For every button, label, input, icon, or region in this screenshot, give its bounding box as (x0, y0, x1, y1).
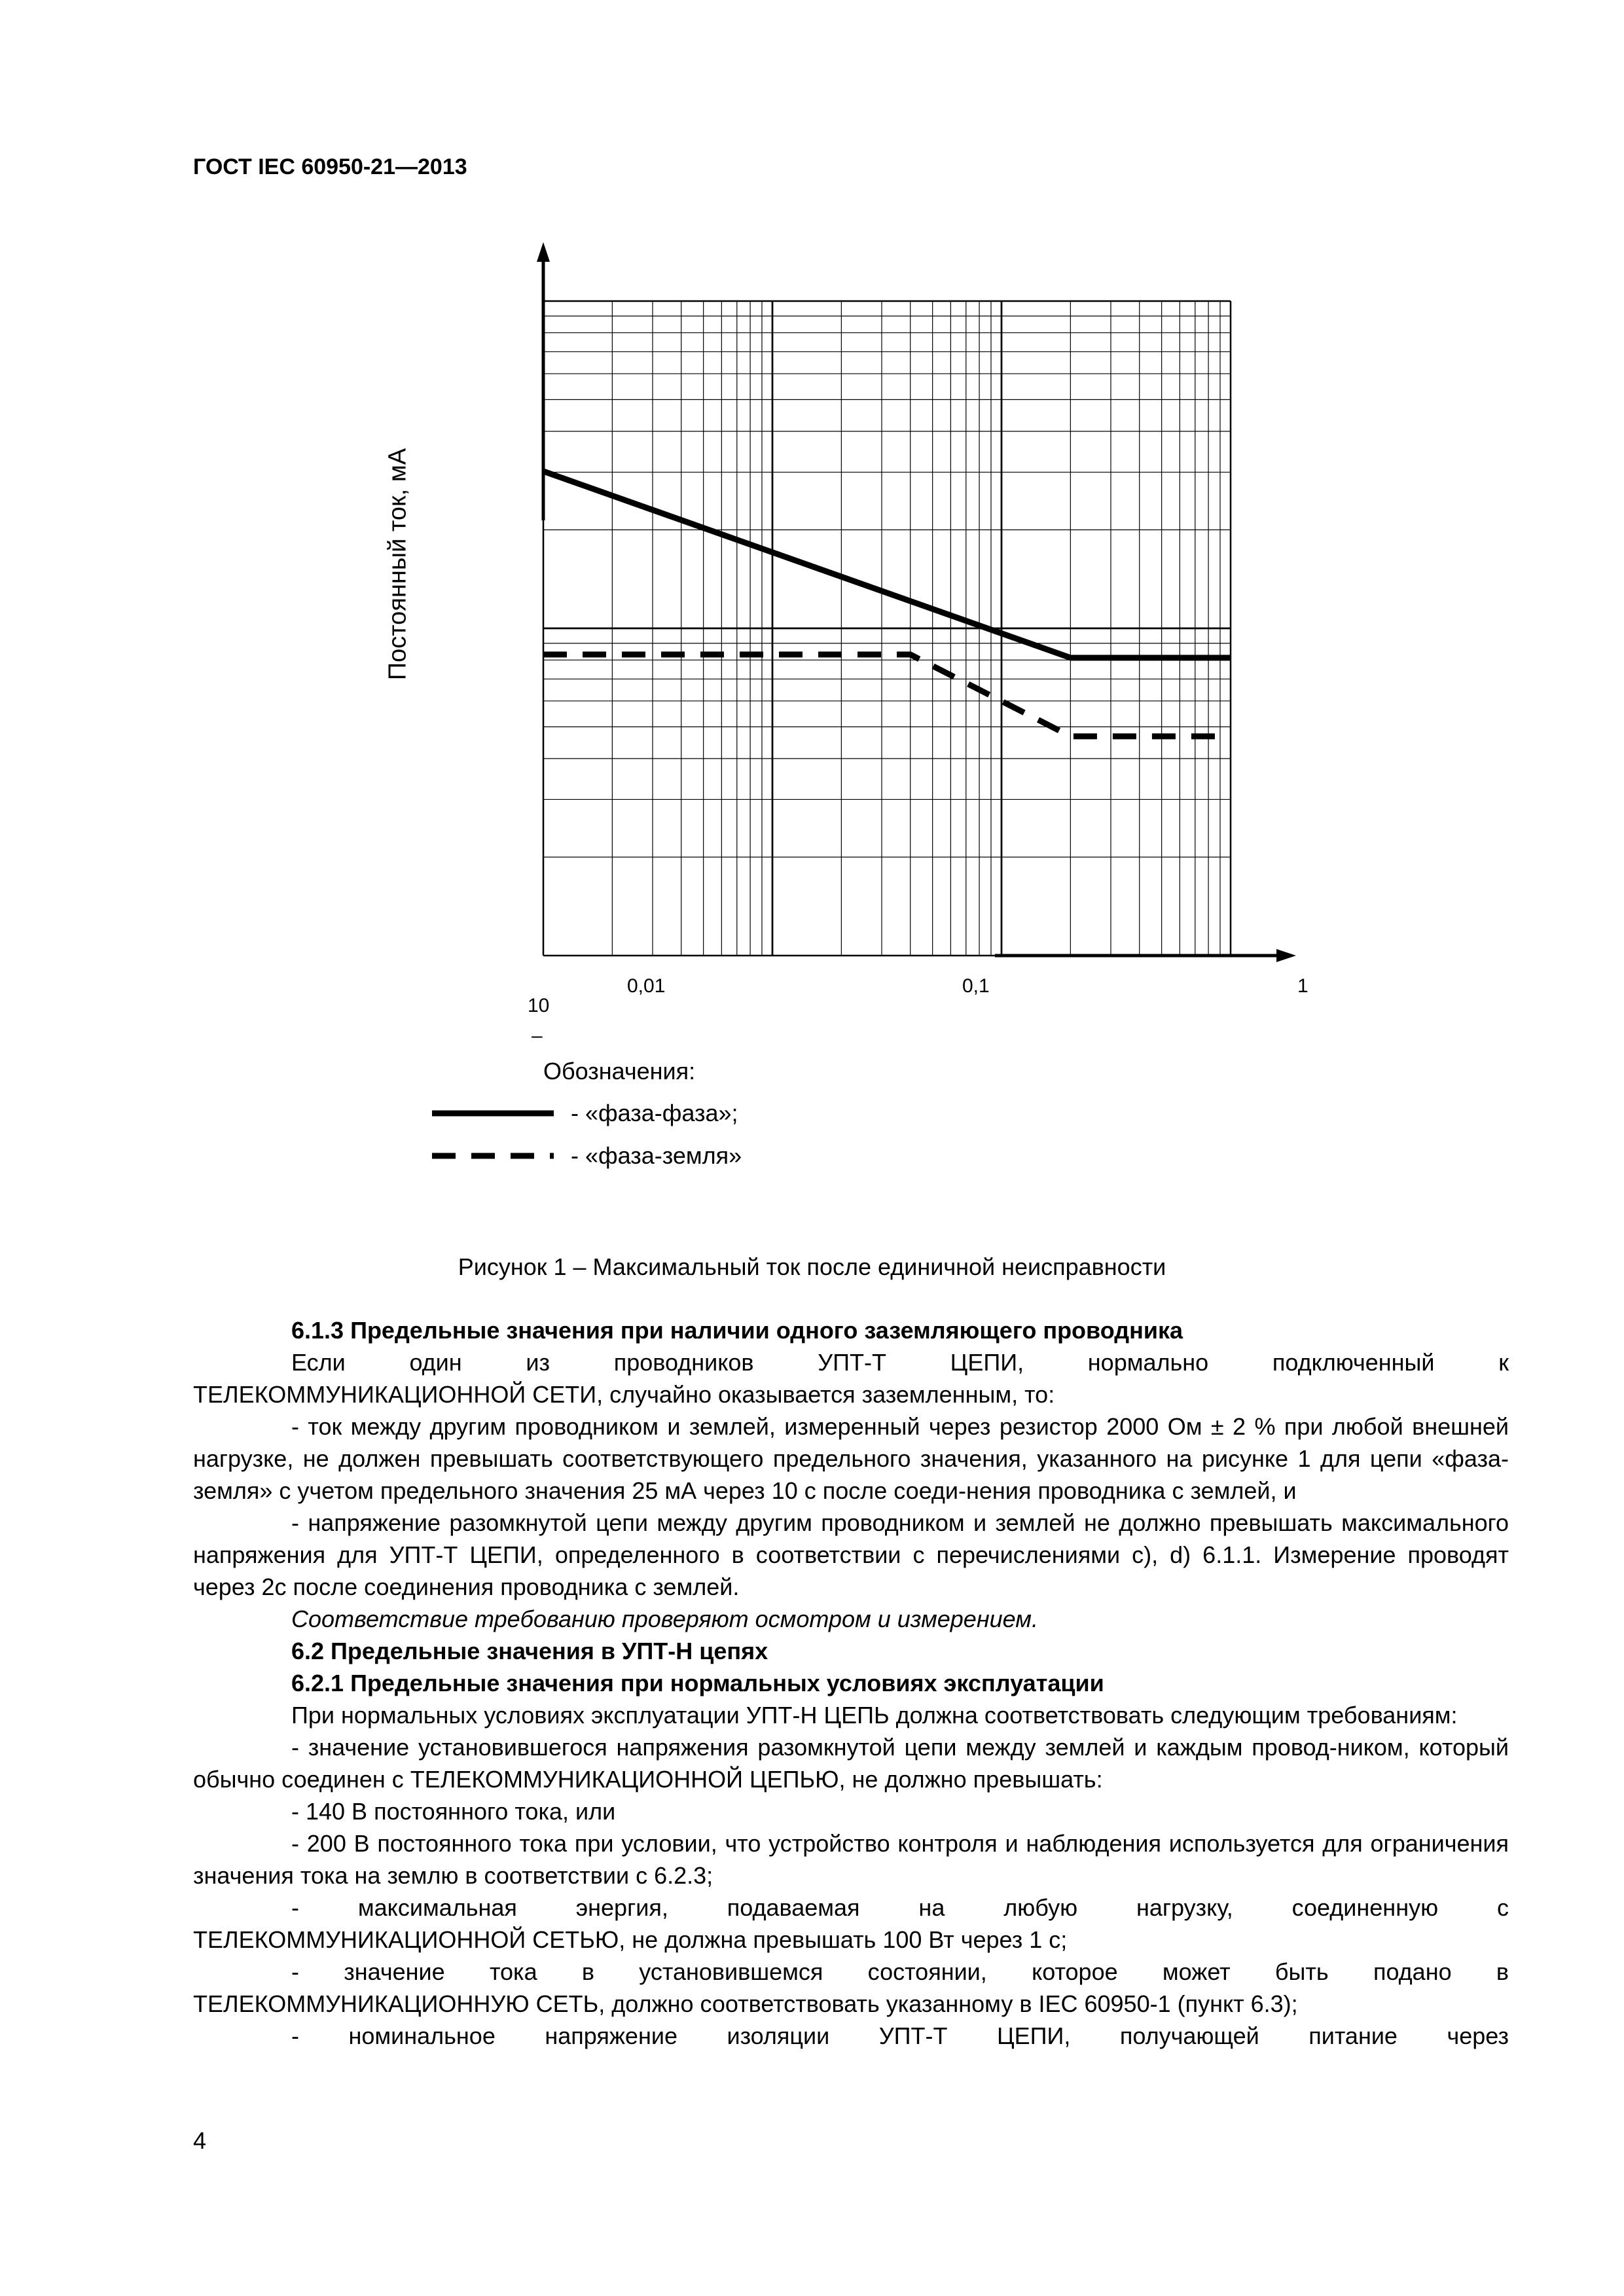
list-item: - 200 В постоянного тока при условии, что устройство контроля и наблюдения используется для ограничения значения тока на землю в соответствии с 6.2.3; (193, 1830, 1509, 1889)
x-axis-arrow (1276, 949, 1296, 962)
x-tick-10: 10 (528, 995, 550, 1016)
paragraph: При нормальных условиях эксплуатации УПТ-Н ЦЕПЬ должна соответствовать следующим требованиям: (291, 1702, 1458, 1729)
page-number: 4 (193, 2127, 207, 2154)
document-header: ГОСТ IEC 60950-21—2013 (193, 154, 467, 179)
legend-label: - «фаза-фаза»; (571, 1100, 738, 1126)
chart-axes (537, 242, 1296, 962)
y-axis-label: Постоянный ток, мА (384, 448, 412, 681)
legend-item-phase-earth (432, 1142, 742, 1170)
body-text (193, 1314, 1509, 2052)
section-6-2-title: 6.2 Предельные значения в УПТ-Н цепях (291, 1638, 768, 1664)
list-item: - напряжение разомкнутой цепи между другим проводником и землей не должно превышать максимального напряжения для УПТ-Т ЦЕПИ, определенного в соответствии с перечислениями с), d) 6.1.1. Измерение проводят через 2с после соединения проводника с землей. (193, 1509, 1509, 1600)
series-line-phase-phase (543, 471, 1231, 658)
list-item: - максимальная энергия, подаваемая на любую нагрузку, соединенную с (291, 1894, 1509, 1921)
legend-item-phase-phase (432, 1100, 738, 1127)
x-tick-1: 1 (1297, 975, 1308, 997)
legend-swatch-solid (432, 1107, 554, 1120)
chart-series (543, 471, 1231, 736)
series-line-phase-earth (543, 655, 1231, 736)
list-item: - значение установившегося напряжения разомкнутой цепи между землей и каждым провод-ником, который обычно соединен с ТЕЛЕКОММУНИКАЦИОННОЙ ЦЕПЬЮ, не должно превышать: (193, 1734, 1509, 1793)
list-item: - ток между другим проводником и землей, измеренный через резистор 2000 Ом ± 2 % при любой внешней нагрузке, не должен превышать соответствующего предельного значения, указанного на рисунке 1 для цепи «фаза-земля» с учетом предельного значения 25 мА через 10 с после соеди-нения проводника с землей, и (193, 1413, 1509, 1504)
compliance-note: Соответствие требованию проверяют осмотром и измерением. (291, 1605, 1038, 1632)
y-axis-arrow (537, 242, 550, 262)
legend-label: - «фаза-земля» (571, 1142, 742, 1169)
list-item: - 140 В постоянного тока, или (291, 1798, 616, 1825)
x-tick-0-1: 0,1 (962, 975, 990, 997)
figure-caption: Рисунок 1 – Максимальный ток после единичной неисправности (458, 1253, 1166, 1280)
list-item: - значение тока в установившемся состоянии, которое может быть подано в (291, 1958, 1509, 1985)
section-6-1-3-title: 6.1.3 Предельные значения при наличии одного заземляющего проводника (291, 1317, 1183, 1344)
x-tick-0-01: 0,01 (627, 975, 666, 997)
list-item-continued: ТЕЛЕКОММУНИКАЦИОННОЙ СЕТЬЮ, не должна превышать 100 Вт через 1 с; (193, 1926, 1068, 1953)
list-item-continued: ТЕЛЕКОММУНИКАЦИОННУЮ СЕТЬ, должно соответствовать указанному в IEC 60950-1 (пункт 6.3); (193, 1990, 1298, 2017)
section-6-2-1-title: 6.2.1 Предельные значения при нормальных условиях эксплуатации (291, 1670, 1104, 1696)
legend-title: Обозначения: (543, 1058, 696, 1085)
list-item: - номинальное напряжение изоляции УПТ-Т ЦЕПИ, получающей питание через (291, 2022, 1509, 2049)
chart-grid (543, 301, 1231, 956)
legend-swatch-dashed (432, 1149, 554, 1162)
paragraph: Если один из проводников УПТ-Т ЦЕПИ, нормально подключенный к (291, 1349, 1509, 1376)
x-tick-minus: – (532, 1025, 543, 1047)
paragraph: ТЕЛЕКОММУНИКАЦИОННОЙ СЕТИ, случайно оказывается заземленным, то: (193, 1381, 1055, 1408)
